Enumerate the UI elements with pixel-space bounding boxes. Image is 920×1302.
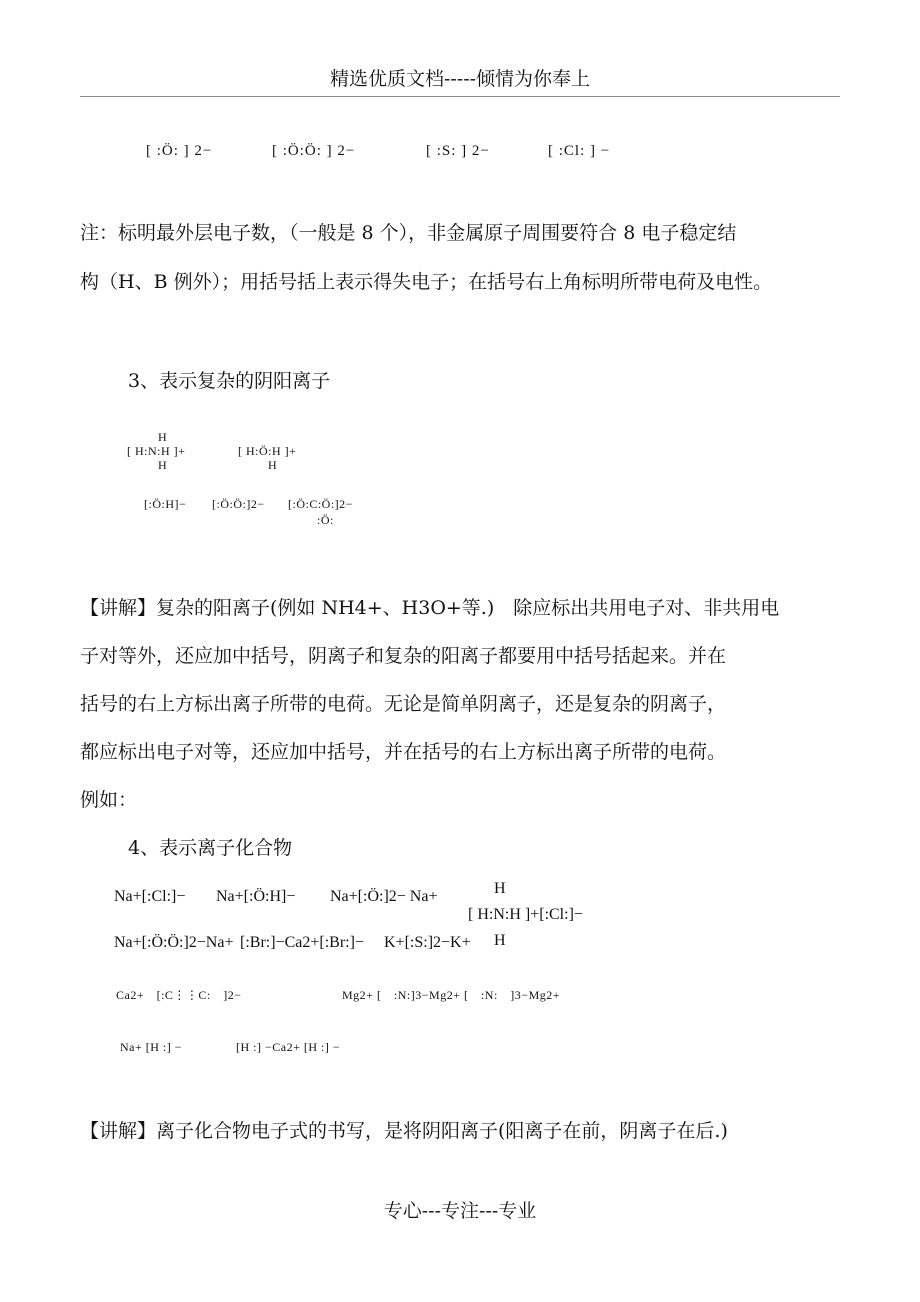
- carbonate-bottom-o: :Ö:: [317, 513, 334, 527]
- explain-1-line-3: 括号的右上方标出离子所带的电荷。无论是简单阴离子，还是复杂的阴离子，: [80, 693, 727, 715]
- explain-2-line-1: 【讲解】离子化合物电子式的书写，是将阴阳离子(阳离子在前，阴离子在后.): [80, 1120, 728, 1142]
- note-line-2: 构（H、B 例外）；用括号括上表示得失电子；在括号右上角标明所带电荷及电性。: [80, 271, 773, 293]
- nh4cl-top-h: H: [494, 880, 506, 897]
- formula-calcium-carbide: Ca2+ [:C⋮⋮C: ]2−: [116, 988, 242, 1002]
- section-3-heading: 3、表示复杂的阴阳离子: [128, 370, 331, 392]
- formula-sodium-hydroxide: Na+[:Ö:H]−: [216, 888, 296, 905]
- header-divider: [80, 96, 840, 97]
- hydroxide-ion: [:Ö:H]−: [144, 497, 187, 511]
- explain-1-line-4: 都应标出电子对等，还应加中括号，并在括号的右上方标出离子所带的电荷。: [80, 741, 727, 763]
- peroxide-ion-dot: [:Ö:Ö:]2−: [212, 497, 265, 511]
- page-header: 精选优质文档-----倾情为你奉上: [329, 68, 591, 90]
- formula-sodium-oxide: Na+[:Ö:]2− Na+: [330, 888, 438, 905]
- hydronium-bottom-h: H: [268, 458, 278, 472]
- formula-ammonium-chloride: [ H:N:H ]+[:Cl:]−: [468, 906, 583, 923]
- formula-sodium-hydride: Na+ [H :] −: [120, 1040, 183, 1054]
- formula-oxide-ion: [ :Ö: ] 2−: [146, 143, 213, 159]
- hydronium-ion: [ H:Ö:H ]+: [238, 444, 297, 458]
- explain-1-line-2: 子对等外，还应加中括号，阴离子和复杂的阳离子都要用中括号括起来。并在: [80, 645, 727, 667]
- ammonium-top-h: H: [158, 430, 168, 444]
- explain-1-line-1: 【讲解】复杂的阳离子(例如 NH4+、H3O+等.) 除应标出共用电子对、非共用电: [80, 597, 780, 619]
- formula-sodium-peroxide: Na+[:Ö:Ö:]2−Na+: [114, 934, 234, 951]
- formula-potassium-sulfide: K+[:S:]2−K+: [384, 934, 471, 951]
- explain-1-line-5: 例如：: [80, 789, 138, 811]
- formula-chloride-ion: [ :Cl: ] −: [548, 143, 611, 159]
- nh4cl-bottom-h: H: [494, 932, 506, 949]
- formula-calcium-bromide: [:Br:]−Ca2+[:Br:]−: [240, 934, 364, 951]
- formula-calcium-hydride: [H :] −Ca2+ [H :] −: [236, 1040, 341, 1054]
- carbonate-ion: [:Ö:C:Ö:]2−: [288, 497, 353, 511]
- ammonium-bottom-h: H: [158, 458, 168, 472]
- formula-magnesium-nitride: Mg2+ [ :N:]3−Mg2+ [ :N: ]3−Mg2+: [342, 988, 561, 1002]
- ammonium-ion: [ H:N:H ]+: [127, 444, 186, 458]
- page-footer: 专心---专注---专业: [383, 1200, 537, 1222]
- section-4-heading: 4、表示离子化合物: [128, 837, 293, 859]
- formula-sodium-chloride: Na+[:Cl:]−: [114, 888, 186, 905]
- formula-peroxide-ion: [ :Ö:Ö: ] 2−: [272, 143, 356, 159]
- note-line-1: 注：标明最外层电子数，（一般是 8 个），非金属原子周围要符合 8 电子稳定结: [80, 222, 737, 244]
- formula-sulfide-ion: [ :S: ] 2−: [426, 143, 490, 159]
